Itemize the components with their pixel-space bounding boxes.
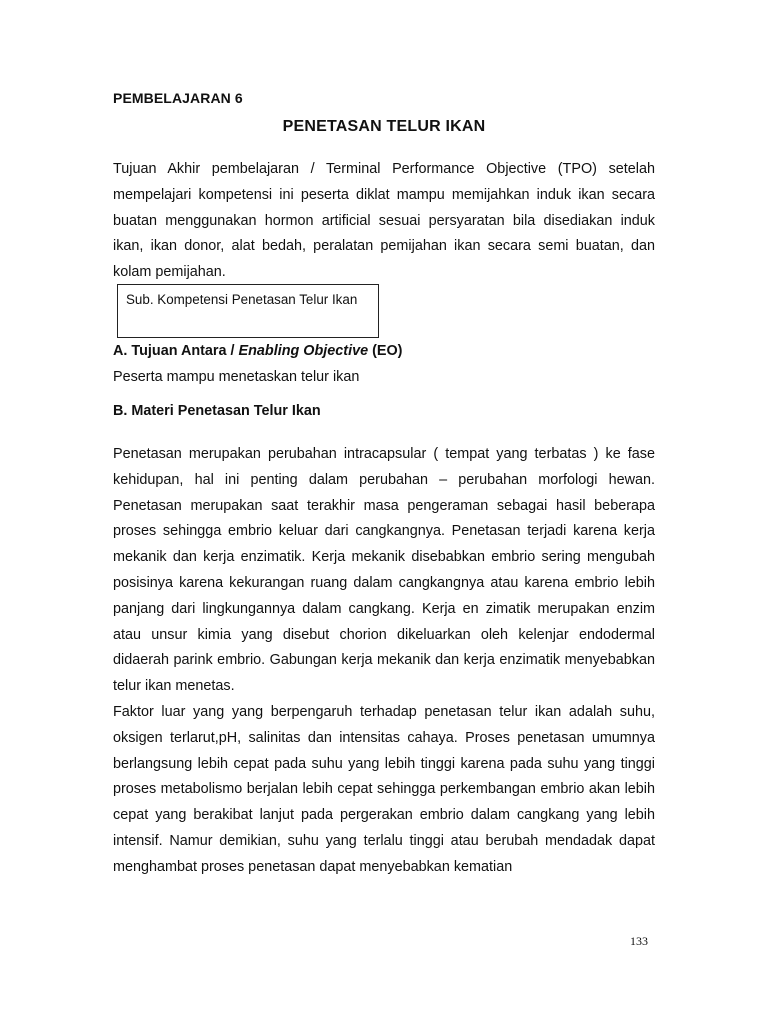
materi-paragraph-1: Penetasan merupakan perubahan intracapsular ( tempat yang terbatas ) ke fase kehidupan, hal ini penting dalam perubahan – perubahan morfologi hewan. Penetasan merupakan saat terakhir masa pengeraman sebagai hasil beberapa proses sehingga embrio keluar dari cangkangnya. Penetasan terjadi karena kerja mekanik dan kerja enzimatik. Kerja mekanik disebabkan embrio sering mengubah posisinya karena kekurangan ruang dalam cangkangnya atau karena embrio lebih panjang dari lingkungannya dalam cangkang. Kerja en zimatik merupakan enzim atau unsur kimia yang disebut chorion dikeluarkan oleh kelenjar endodermal didaerah parink embrio. Gabungan kerja mekanik dan kerja enzimatik menyebabkan telur ikan menetas.	[113, 446, 655, 695]
tpo-section	[113, 157, 655, 286]
section-b-heading: B. Materi Penetasan Telur Ikan	[113, 403, 321, 419]
materi-section	[113, 442, 655, 881]
page-title: PENETASAN TELUR IKAN	[282, 118, 486, 135]
section-a-italic: Enabling Objective	[238, 343, 369, 359]
section-a-suffix: (EO)	[368, 343, 403, 359]
section-a-text: Peserta mampu menetaskan telur ikan	[113, 369, 360, 385]
sub-kompetensi-box: Sub. Kompetensi Penetasan Telur Ikan	[117, 284, 379, 338]
page-number: 133	[630, 934, 648, 948]
materi-paragraph-2: Faktor luar yang yang berpengaruh terhadap penetasan telur ikan adalah suhu, oksigen terlarut,pH, salinitas dan intensitas cahaya. Proses penetasan umumnya berlangsung lebih cepat pada suhu yang lebih tinggi karena pada suhu yang tinggi proses metabolismo berjalan lebih cepat sehingga perkembangan embrio akan lebih cepat yang berakibat lanjut pada pergerakan embrio dalam cangkang yang lebih intensif. Namur demikian, suhu yang terlalu tinggi atau berubah mendadak dapat menghambat proses penetasan dapat menyebabkan kematian	[113, 703, 655, 875]
section-a-heading	[113, 343, 402, 359]
section-a-prefix: A. Tujuan Antara /	[113, 343, 239, 359]
chapter-label: PEMBELAJARAN 6	[113, 90, 243, 106]
tpo-paragraph: Tujuan Akhir pembelajaran / Terminal Performance Objective (TPO) setelah mempelajari kompetensi ini peserta diklat mampu memijahkan induk ikan secara buatan menggunakan hormon artificial sesuai persyaratan bila disediakan induk ikan, ikan donor, alat bedah, peralatan pemijahan ikan secara semi buatan, dan kolam pemijahan.	[113, 161, 655, 281]
